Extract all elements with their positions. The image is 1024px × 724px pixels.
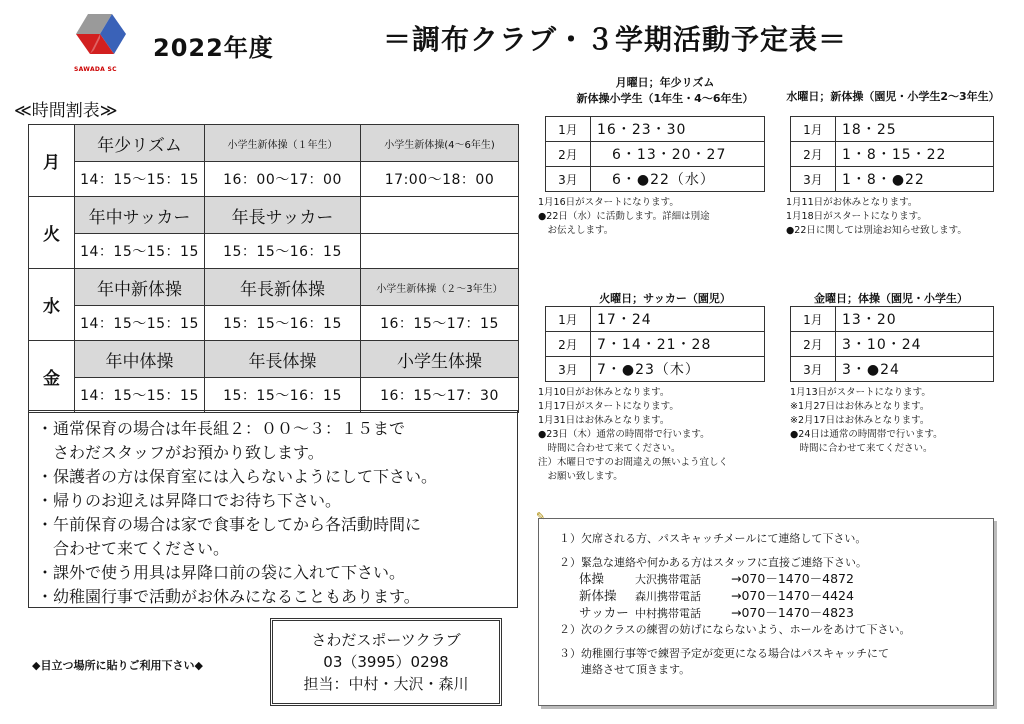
page-title: ＝調布クラブ・３学期活動予定表＝ [383,23,848,56]
phone-row [579,588,993,605]
pin-icon: ✎ [536,510,546,523]
contact-box [270,618,502,706]
class-label: 年長サッカー [205,197,361,234]
time-cell: 14：15～15：15 [75,306,205,341]
class-label: 年中新体操 [75,269,205,306]
month-cell: 1月 [546,117,591,142]
dates-cell: 1・8・●22 [836,167,994,192]
phone-person: 中村携帯電話 [635,607,701,620]
time-cell: 15：15～16：15 [205,378,361,413]
note-line: 1月10日がお休みとなります。 [538,387,670,398]
class-label: 年中サッカー [75,197,205,234]
month-cell: 3月 [791,167,836,192]
month-cell: 2月 [546,142,591,167]
note-line: 1月13日がスタートになります。 [790,387,931,398]
phone-row [579,571,993,588]
info-line: 連絡させて頂きます。 [559,663,691,676]
note-line: ・帰りのお迎えは昇降口でお待ち下さい。 [37,491,342,510]
note-line: 注）木曜日ですのお間違えの無いよう宜しく [538,457,729,468]
month-cell: 3月 [546,167,591,192]
note-line: 時間に合わせて来てください。 [790,443,933,454]
class-label: 小学生新体操（１年生） [205,125,361,162]
note-line: お願い致します。 [538,471,623,482]
phone-list [559,571,993,622]
day-cell: 水 [29,269,75,341]
note-line: 1月17日がスタートになります。 [538,401,679,412]
time-cell [361,234,519,269]
monday-title [560,74,770,106]
class-label: 年中体操 [75,341,205,378]
note-line: お伝えします。 [538,225,614,236]
time-cell: 16：15～17：15 [361,306,519,341]
month-cell: 2月 [791,332,836,357]
month-cell: 2月 [546,332,591,357]
month-cell: 1月 [546,307,591,332]
note-line: 1月31日はお休みとなります。 [538,415,670,426]
note-line: ●24日は通常の時間帯で行います。 [790,429,943,440]
timetable [28,124,519,413]
info-line: ３）幼稚園行事等で練習予定が変更になる場合はパスキャッチにて [559,647,889,660]
wednesday-title: 水曜日；新体操（園児・小学生2～3年生） [786,90,1000,103]
dates-cell: 17・24 [591,307,765,332]
dates-cell: 1・8・15・22 [836,142,994,167]
class-label: 小学生新体操（２～3年生） [361,269,519,306]
tuesday-schedule-table [545,306,765,382]
info-line: ２）次のクラスの練習の妨げにならないよう、ホールをあけて下さい。 [559,623,911,636]
logo-text: SAWADA SC [74,66,117,73]
time-cell: 17:00～18：00 [361,162,519,197]
phone-dept: 体操 [579,571,605,586]
note-line: ●23日（木）通常の時間帯で行います。 [538,429,710,440]
dates-cell: 16・23・30 [591,117,765,142]
logo-icon [72,12,128,74]
monday-title-line2: 新体操小学生（1年生・4～6年生） [576,92,754,105]
phone-number: →070－1470－4872 [731,571,854,586]
note-line: 1月16日がスタートになります。 [538,197,679,208]
dates-cell: 3・10・24 [836,332,994,357]
friday-notes [790,386,943,456]
note-line: ※2月17日はお休みとなります。 [790,415,930,426]
class-label: 年長体操 [205,341,361,378]
class-label: 年長新体操 [205,269,361,306]
monday-title-line1: 月曜日；年少リズム [615,76,715,89]
time-cell: 14：15～15：15 [75,378,205,413]
note-line: ・保護者の方は保育室には入らないようにして下さい。 [37,467,438,486]
posting-note: ◆目立つ場所に貼りご利用下さい◆ [32,659,203,672]
time-cell: 15：15～16：15 [205,306,361,341]
tuesday-title: 火曜日；サッカー（園児） [599,292,731,305]
month-cell: 3月 [791,357,836,382]
info-line: ２）緊急な連絡や何かある方はスタッフに直接ご連絡下さい。 [559,556,867,569]
day-cell: 金 [29,341,75,413]
class-label: 小学生体操 [361,341,519,378]
info-box [538,518,994,706]
note-line: 時間に合わせて来てください。 [538,443,681,454]
friday-schedule-table [790,306,994,382]
note-line: ・通常保育の場合は年長組２：００～３：１５まで [37,419,406,438]
wednesday-notes [786,196,967,238]
dates-cell: 3・●24 [836,357,994,382]
phone-dept: サッカー [579,605,629,620]
notes-box [28,410,518,608]
phone-row [579,605,993,622]
time-cell: 16：00～17：00 [205,162,361,197]
class-label: 年少リズム [75,125,205,162]
class-label [361,197,519,234]
note-line: さわだスタッフがお預かり致します。 [37,443,324,462]
dates-cell: 6・13・20・27 [591,142,765,167]
dates-cell: 7・14・21・28 [591,332,765,357]
monday-notes [538,196,710,238]
note-line: ・課外で使う用具は昇降口前の袋に入れて下さい。 [37,563,406,582]
phone-dept: 新体操 [579,588,617,603]
monday-schedule-table [545,116,765,192]
phone-person: 森川携帯電話 [635,590,701,603]
dates-cell: 7・●23（木） [591,357,765,382]
month-cell: 2月 [791,142,836,167]
phone-number: →070－1470－4424 [731,588,854,603]
wednesday-schedule-table [790,116,994,192]
dates-cell: 18・25 [836,117,994,142]
time-cell: 15：15～16：15 [205,234,361,269]
day-cell: 火 [29,197,75,269]
note-line: 合わせて来てください。 [37,539,230,558]
phone-person: 大沢携帯電話 [635,573,701,586]
note-line: 1月11日がお休みとなります。 [786,197,918,208]
time-cell: 14：15～15：15 [75,162,205,197]
month-cell: 1月 [791,307,836,332]
phone-number: →070－1470－4823 [731,605,854,620]
timetable-heading: ≪時間割表≫ [14,101,118,121]
month-cell: 3月 [546,357,591,382]
time-cell: 14：15～15：15 [75,234,205,269]
note-line: ●22日（水）に活動します。詳細は別途 [538,211,710,222]
club-staff: 担当：中村・大沢・森川 [303,675,469,693]
month-cell: 1月 [791,117,836,142]
dates-cell: 13・20 [836,307,994,332]
time-cell: 16：15～17：30 [361,378,519,413]
year-label: 2022年度 [153,34,274,62]
info-line: １）欠席される方、パスキャッチメールにて連絡して下さい。 [559,532,867,545]
note-line: 1月18日がスタートになります。 [786,211,927,222]
dates-cell: 6・●22（水） [591,167,765,192]
note-line: ※1月27日はお休みとなります。 [790,401,930,412]
club-name: さわだスポーツクラブ [311,631,461,649]
day-cell: 月 [29,125,75,197]
club-phone: 03（3995）0298 [323,653,449,671]
note-line: ・幼稚園行事で活動がお休みになることもあります。 [37,587,420,606]
note-line: ・午前保育の場合は家で食事をしてから各活動時間に [37,515,422,534]
note-line: ●22日に関しては別途お知らせ致します。 [786,225,967,236]
class-label: 小学生新体操(4～6年生) [361,125,519,162]
tuesday-notes [538,386,728,484]
friday-title: 金曜日；体操（園児・小学生） [814,292,968,305]
